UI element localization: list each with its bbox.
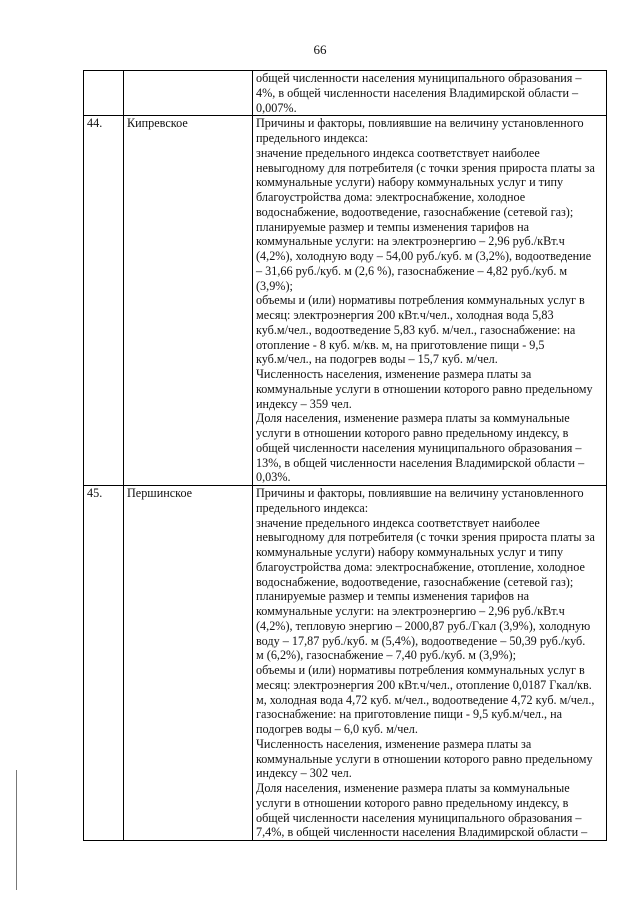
description-line: (4,2%), тепловую энергию – 2000,87 руб./Гкал (3,9%), холодную xyxy=(256,618,591,633)
description-line: 13%, в общей численности населения Владимирской области – xyxy=(256,455,585,470)
description-line: – 31,66 руб./куб. м (2,6 %), газоснабжение – 4,82 руб./куб. м xyxy=(256,263,568,278)
description-line: месяц: электроэнергия 200 кВт.ч/чел., холодная вода 5,83 xyxy=(256,308,554,322)
description-line: услуги в отношении которого равно предельному индексу, в xyxy=(256,426,569,440)
description-line: общей численности населения муниципального образования – xyxy=(256,71,582,85)
description-line: куб.м/чел., на подогрев воды – 15,7 куб. м/чел. xyxy=(256,352,498,367)
municipality-name-cell: Першинское xyxy=(124,486,253,841)
description-line: Доля населения, изменение размера платы за коммунальные xyxy=(256,781,570,795)
table-row xyxy=(84,116,607,486)
table-row xyxy=(84,71,607,116)
description-line: 4%, в общей численности населения Владимирской области – xyxy=(256,85,579,100)
description-line: благоустройства дома: электроснабжение, отопление, холодное xyxy=(256,559,585,574)
description-line: Численность населения, изменение размера платы за xyxy=(256,736,532,751)
description-line: предельного индекса: xyxy=(256,131,369,145)
description-line: 7,4%, в общей численности населения Владимирской области – xyxy=(256,825,588,840)
description-line: отопление - 8 куб. м/кв. м, на приготовление пищи - 9,5 xyxy=(256,337,545,352)
description-line: (4,2%), холодную воду – 54,00 руб./куб. м (3,2%), водоотведение xyxy=(256,249,592,263)
table-row xyxy=(84,486,607,841)
description-line: предельного индекса: xyxy=(256,500,369,515)
description-line: м (6,2%), газоснабжение – 7,40 руб./куб. м (3,9%); xyxy=(256,648,516,663)
description-line: водоснабжение, водоотведение, газоснабжение (сетевой газ); xyxy=(256,204,574,219)
description-line: объемы и (или) нормативы потребления коммунальных услуг в xyxy=(256,293,585,308)
description-line: индексу – 302 чел. xyxy=(256,766,352,781)
description-line: Причины и факторы, повлиявшие на величину установленного xyxy=(256,116,584,131)
description-line: месяц: электроэнергия 200 кВт.ч/чел., отопление 0,0187 Гкал/кв. xyxy=(256,677,592,692)
description-line: Причины и факторы, повлиявшие на величину установленного xyxy=(256,486,584,500)
description-cell xyxy=(253,486,607,841)
municipality-name-cell xyxy=(124,71,253,116)
description-cell xyxy=(253,116,607,486)
description-line: коммунальные услуги) набору коммунальных услуг и типу xyxy=(256,545,564,559)
description-cell xyxy=(253,71,607,116)
row-number-cell: 45. xyxy=(84,486,124,841)
description-line: общей численности населения муниципального образования – xyxy=(256,440,582,455)
municipality-name-cell: Кипревское xyxy=(124,116,253,486)
row-number-cell xyxy=(84,71,124,116)
description-line: значение предельного индекса соответствует наиболее xyxy=(256,145,540,160)
row-number-cell: 44. xyxy=(84,116,124,486)
description-line: невыгодному для потребителя (с точки зрения прироста платы за xyxy=(256,530,595,545)
description-line: подогрев воды – 6,0 куб. м/чел. xyxy=(256,722,418,736)
description-line: Доля населения, изменение размера платы за коммунальные xyxy=(256,411,570,426)
description-line: воду – 17,87 руб./куб. м (5,4%), водоотведение – 50,39 руб./куб. xyxy=(256,633,586,648)
description-line: коммунальные услуги: на электроэнергию – 2,96 руб./кВт.ч xyxy=(256,234,565,249)
description-line: 0,03%. xyxy=(256,470,291,485)
indices-table xyxy=(83,70,607,841)
description-line: коммунальные услуги в отношении которого равно предельному xyxy=(256,381,593,396)
description-line: коммунальные услуги: на электроэнергию – 2,96 руб./кВт.ч xyxy=(256,604,565,618)
description-line: коммунальные услуги) набору коммунальных услуг и типу xyxy=(256,175,564,190)
description-line: (3,9%); xyxy=(256,278,293,293)
description-line: коммунальные услуги в отношении которого равно предельному xyxy=(256,751,593,766)
description-line: индексу – 359 чел. xyxy=(256,396,352,411)
description-line: услуги в отношении которого равно предельному индексу, в xyxy=(256,795,569,810)
page-number: 66 xyxy=(313,42,327,57)
description-line: куб.м/чел., водоотведение 5,83 куб. м/чел., газоснабжение: на xyxy=(256,322,576,337)
description-line: газоснабжение: на приготовление пищи - 9,5 куб.м/чел., на xyxy=(256,707,563,722)
table-body xyxy=(84,71,607,841)
description-line: значение предельного индекса соответствует наиболее xyxy=(256,515,540,530)
description-line: общей численности населения муниципального образования – xyxy=(256,810,582,825)
description-line: благоустройства дома: электроснабжение, холодное xyxy=(256,190,526,204)
description-line: Численность населения, изменение размера платы за xyxy=(256,367,532,381)
description-line: планируемые размер и темпы изменения тарифов на xyxy=(256,219,530,234)
description-line: 0,007%. xyxy=(256,100,297,115)
description-line: объемы и (или) нормативы потребления коммунальных услуг в xyxy=(256,663,585,677)
description-line: планируемые размер и темпы изменения тарифов на xyxy=(256,589,530,604)
scan-edge-line xyxy=(16,770,17,890)
description-line: невыгодному для потребителя (с точки зрения прироста платы за xyxy=(256,160,595,175)
description-line: м, холодная вода 4,72 куб. м/чел., водоотведение 4,72 куб. м/чел., xyxy=(256,692,595,707)
description-line: водоснабжение, водоотведение, газоснабжение (сетевой газ); xyxy=(256,574,574,589)
